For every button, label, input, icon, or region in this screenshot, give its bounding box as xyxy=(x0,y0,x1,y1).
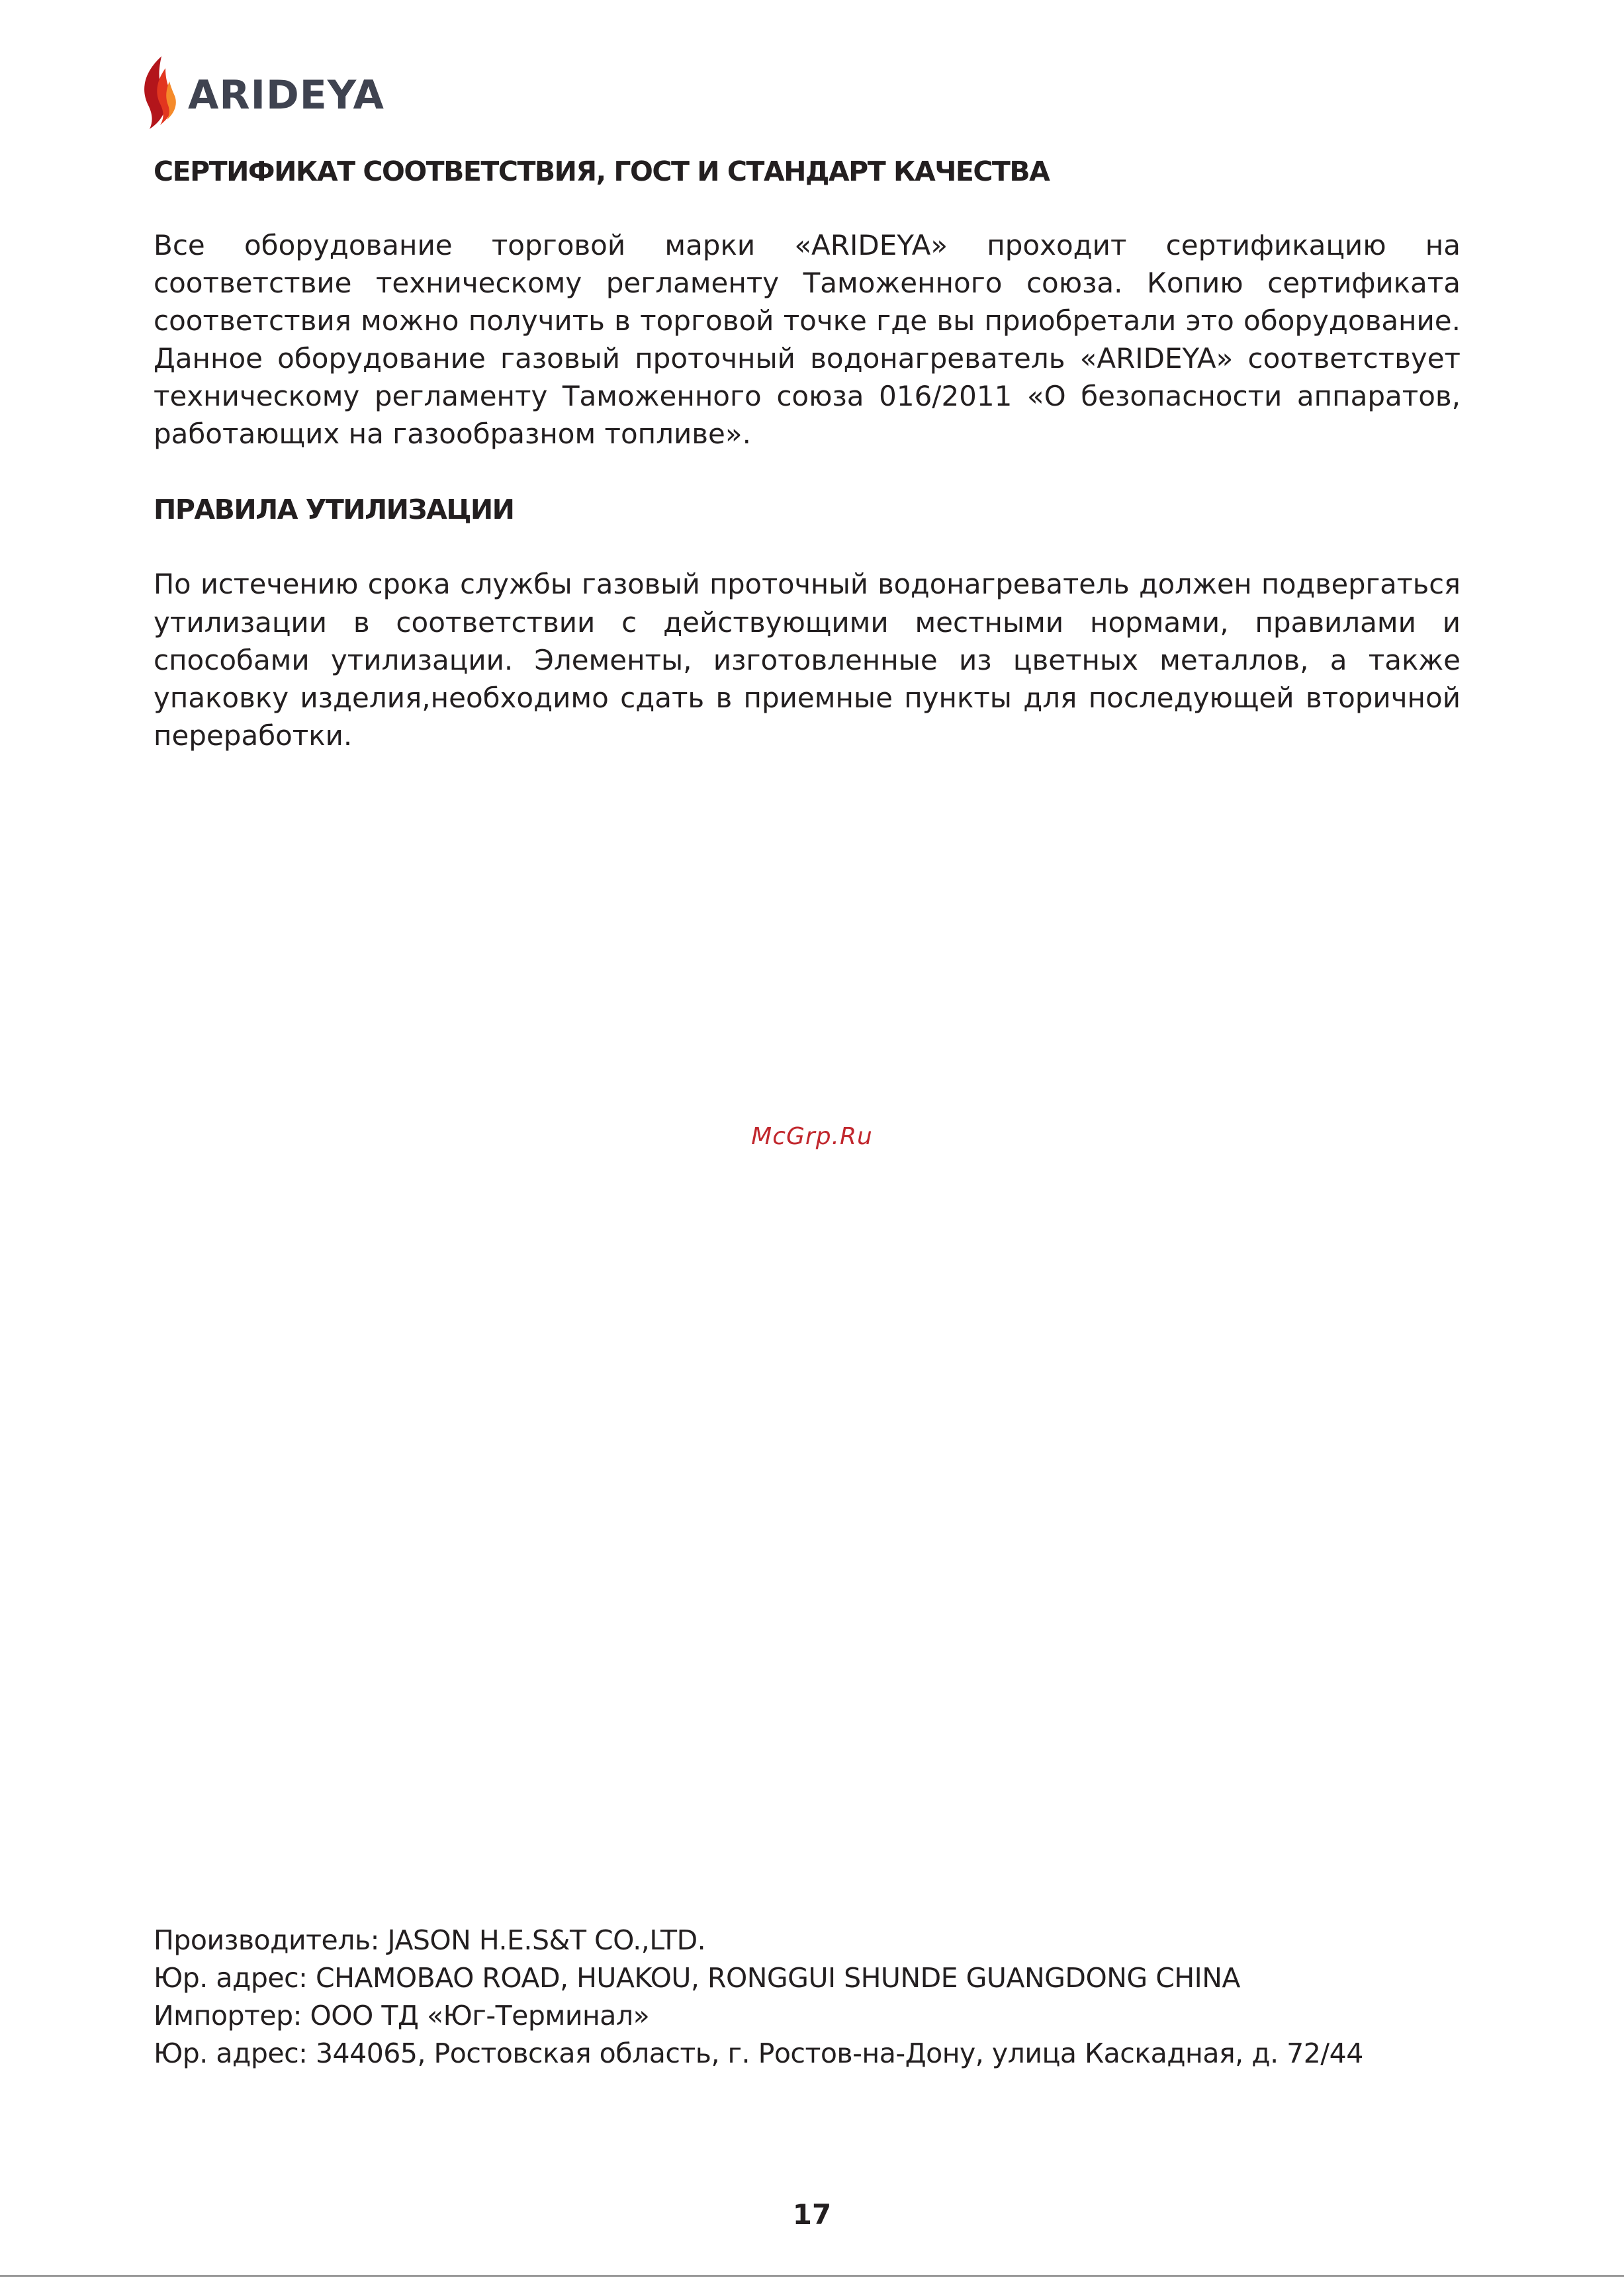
brand-logo xyxy=(139,53,384,132)
paragraph-line: упаковку изделия,необходимо сдать в приемные пункты для последующей вторичной xyxy=(154,682,1461,714)
manufacturer-line: Производитель: JASON H.E.S&T CO.,LTD. xyxy=(154,1924,706,1956)
manufacturer-info xyxy=(154,1922,1363,2073)
importer-address-line: Юр. адрес: 344065, Ростовская область, г. Ростов-на-Дону, улица Каскадная, д. 72/44 xyxy=(154,2037,1363,2069)
brand-name: ARIDEYA xyxy=(188,72,384,118)
manufacturer-address-line: Юр. адрес: CHAMOBAO ROAD, HUAKOU, RONGGUI SHUNDE GUANGDONG CHINA xyxy=(154,1962,1240,1994)
page-number: 17 xyxy=(792,2198,832,2231)
certificate-paragraph xyxy=(154,226,1461,453)
paragraph-line: Все оборудование торговой марки «ARIDEYA» проходит сертификацию на xyxy=(154,229,1461,261)
paragraph-line: способами утилизации. Элементы, изготовленные из цветных металлов, а также xyxy=(154,644,1461,676)
disposal-heading: ПРАВИЛА УТИЛИЗАЦИИ xyxy=(154,494,514,525)
paragraph-line: По истечению срока службы газовый проточный водонагреватель должен подвергаться xyxy=(154,568,1461,600)
paragraph-line: утилизации в соответствии с действующими местными нормами, правилами и xyxy=(154,606,1461,639)
flame-icon xyxy=(139,55,179,130)
certificate-heading: СЕРТИФИКАТ СООТВЕТСТВИЯ, ГОСТ И СТАНДАРТ КАЧЕСТВА xyxy=(154,156,1050,187)
paragraph-line: соответствие техническому регламенту Таможенного союза. Копию сертификата xyxy=(154,267,1461,299)
watermark-link[interactable]: McGrp.Ru xyxy=(751,1123,873,1150)
disposal-paragraph xyxy=(154,566,1461,754)
paragraph-line: Данное оборудование газовый проточный водонагреватель «ARIDEYA» соответствует xyxy=(154,342,1461,375)
importer-line: Импортер: ООО ТД «Юг-Терминал» xyxy=(154,2000,650,2031)
paragraph-line: техническому регламенту Таможенного союза 016/2011 «О безопасности аппаратов, xyxy=(154,380,1461,412)
paragraph-line: переработки. xyxy=(154,719,353,752)
paragraph-line: соответствия можно получить в торговой точке где вы приобретали это оборудование. xyxy=(154,304,1461,337)
paragraph-line: работающих на газообразном топливе». xyxy=(154,418,751,450)
